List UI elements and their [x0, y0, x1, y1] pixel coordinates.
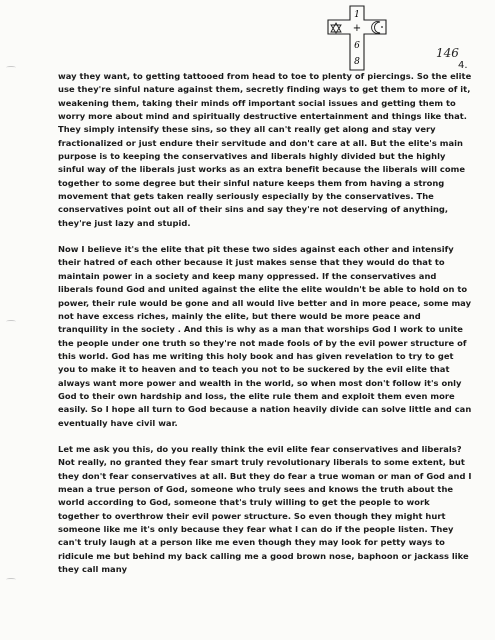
paragraph-1: way they want, to getting tattooed from head to toe to plenty of piercings. So the elite use they're sinful nature against them, secretly finding ways to get them to more of it, weakening them, taking their minds off important social issues and getting them to worry more about mind and spiritually destructive entertainment and things like that. They simply intensify these sins, so they all can't really get along and stay very fractionalized or just endure their servitude and don't care at all. But the elite's main purpose is to keeping the conservatives and liberals highly divided but the highly sinful way of the liberals just works as an extra benefit because the liberals will come together to some degree but their sinful nature keeps them from having a strong movement that gets taken really seriously especially by the conservatives. The conservatives point out all of their sins and say they're not deserving of anything, they're just lazy and stupid.	[58, 71, 472, 228]
punch-hole-mark	[6, 320, 16, 323]
handwritten-page-number: 146	[436, 46, 459, 60]
cross-glyph-4: 8	[354, 57, 360, 67]
paragraph-2: Now I believe it's the elite that pit these two sides against each other and intensify their hatred of each other because it just makes sense that they would do that to maintain power in a society and keep many oppressed. If the conservatives and liberals found God and united against the elite the elite wouldn't be able to hold on to power, their rule would be gone and all would live better and in more peace, some may not have excess riches, mainly the elite, but there would be more peace and tranquility in the society . And this is why as a man that worships God I work to unite the people under one truth so they're not made fools of by the evil power structure of this world. God has me writing this holy book and has given revelation to try to get you to make it to heaven and to teach you not to be suckered by the evil elite that always want more power and wealth in the world, so when most don't follow it's only God to their own hardship and loss, the elite rule them and exploit them even more easily. So I hope all turn to God because a nation heavily divide can solve little and can eventually have civil war.	[58, 244, 472, 428]
punch-hole-mark	[6, 66, 16, 69]
body-text	[58, 70, 472, 589]
cross-glyph-2: +	[352, 23, 362, 34]
paragraph-3: Let me ask you this, do you really think the evil elite fear conservatives and liberals? Not really, no granted they fear smart truly revolutionary liberals to some extent, but they don't fear conservatives at all. But they do fear a true woman or man of God and I mean a true person of God, someone who truly sees and knows the truth about the world according to God, someone that's truly willing to get the people to work together to overthrow their evil power structure. So even though they might hurt someone like me it's only because they fear what I can do if the people listen. They can't truly laugh at a person like me even though they may look for petty ways to ridicule me but behind my back calling me a good brown nose, baphoon or jackass like they call many	[58, 443, 472, 575]
page-number: 4.	[458, 60, 468, 71]
cross-glyph-3: 6	[354, 41, 360, 51]
cross-glyph-1: 1	[354, 10, 360, 20]
punch-hole-mark	[6, 578, 16, 581]
hand-drawn-cross-icon	[324, 4, 394, 72]
star-of-david-icon	[331, 23, 341, 33]
crescent-moon-icon	[372, 22, 380, 34]
